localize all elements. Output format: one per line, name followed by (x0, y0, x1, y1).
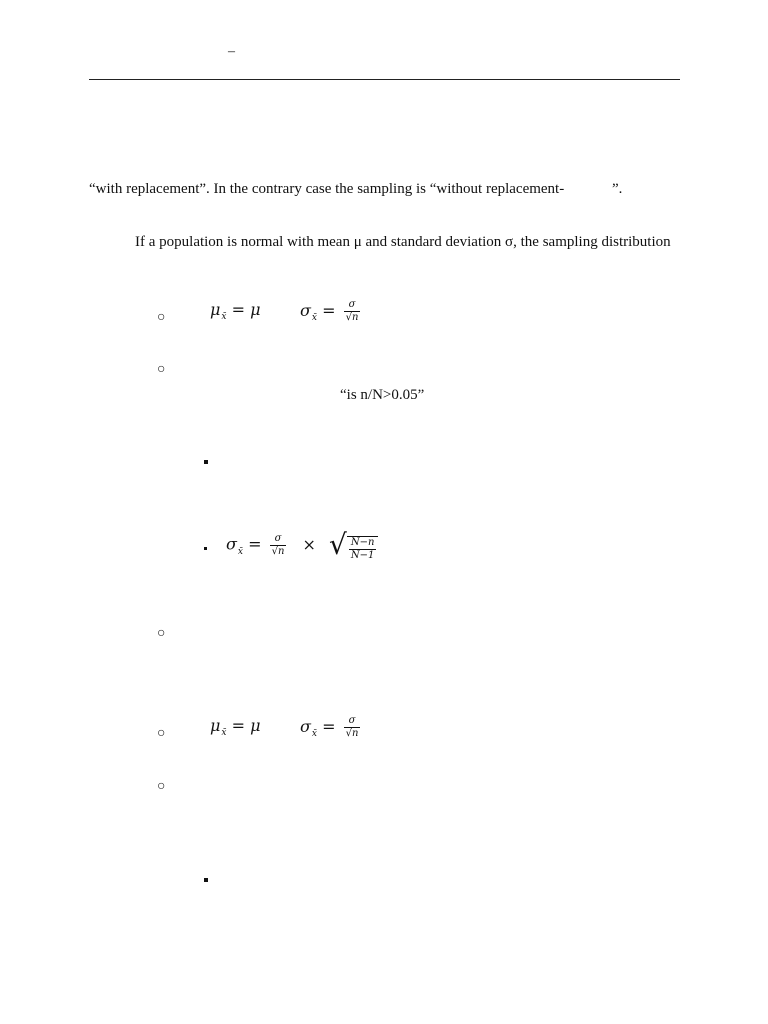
header-mark: – (228, 44, 235, 59)
square-bullet-1 (204, 460, 208, 464)
formula-mean-1: $\mu_{x̄} = \mu$ (210, 300, 261, 322)
sampling-types-end: ”. (612, 181, 623, 197)
square-bullet-3 (204, 878, 208, 882)
formula-sigma-1: $\sigma_{x̄}$ = $\frac{\sigma}{√n}$ (300, 299, 359, 323)
circle-bullet-4: ○ (157, 726, 166, 741)
circle-bullet-5: ○ (157, 779, 166, 794)
square-bullet-2 (204, 547, 207, 550)
normal-population-text: If a population is normal with mean μ and standard deviation σ, the sampling distribution (135, 234, 671, 250)
circle-bullet-2: ○ (157, 362, 166, 377)
formula-finite-correction: $\sigma_{x̄}$ = $\frac{\sigma}{√n}$ × √ $\frac{N-n}{N-1}$ (226, 528, 378, 562)
circle-bullet-3: ○ (157, 626, 166, 641)
ratio-check-text: “is n/N>0.05” (340, 387, 425, 403)
header-divider (89, 79, 680, 80)
formula-mean-2: $\mu_{x̄} = \mu$ (210, 716, 261, 738)
formula-mu-lhs: μ (210, 300, 221, 319)
sampling-types-text: “with replacement”. In the contrary case the sampling is “without replacement- (89, 181, 565, 197)
formula-sigma-2: $\sigma_{x̄}$ = $\frac{\sigma}{√n}$ (300, 715, 359, 739)
circle-bullet-1: ○ (157, 310, 166, 325)
